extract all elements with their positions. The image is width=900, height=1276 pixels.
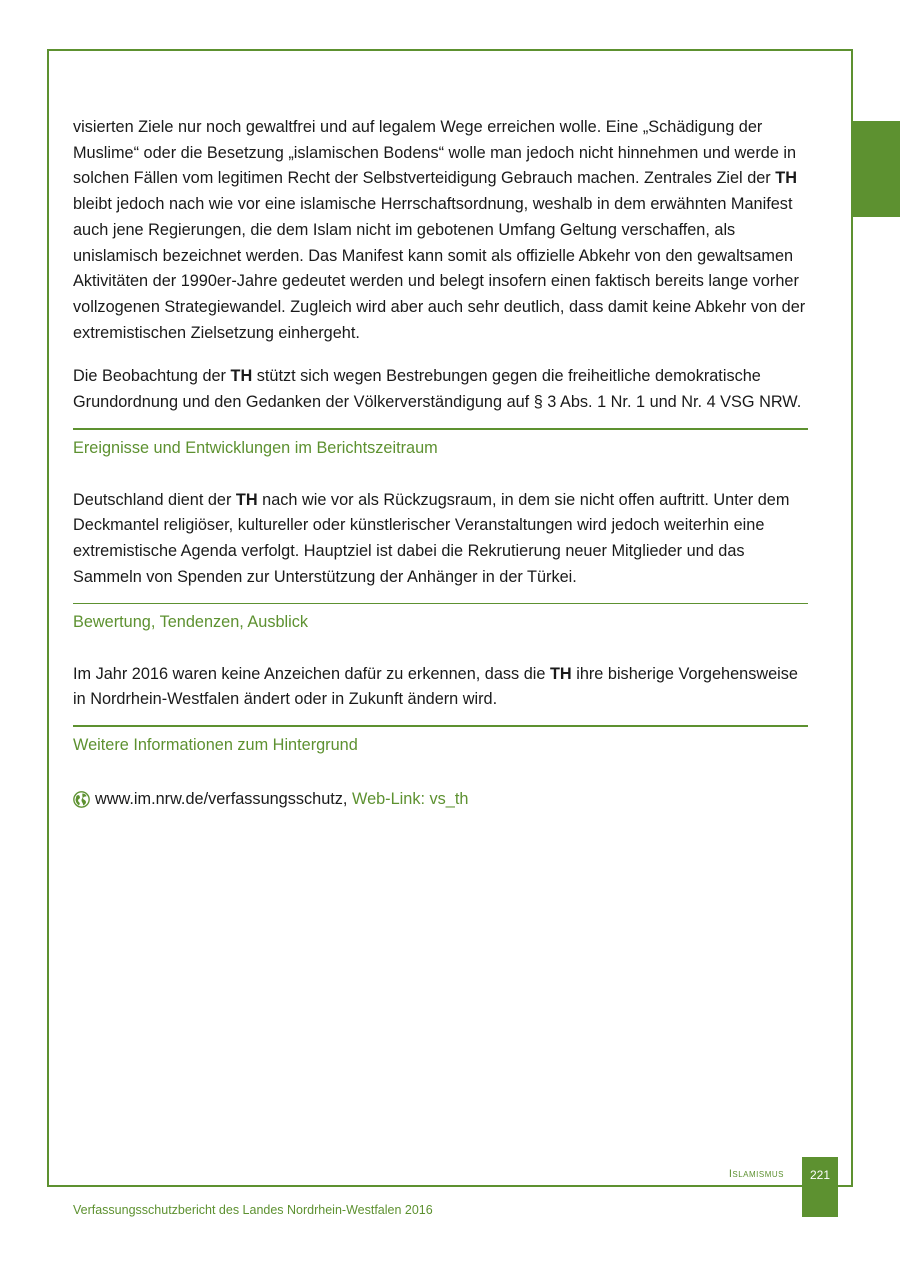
paragraph-2-bold: TH [230, 367, 253, 386]
section-assessment-text [73, 662, 808, 713]
paragraph-2-text-c: stützt sich wegen Bestrebungen gegen die freiheitliche demokratische Grundordnung und den Gedanken der Völkerverständigung auf § 3 Abs. 1 Nr. 1 und Nr. 4 VSG NRW. [73, 367, 802, 412]
paragraph-2 [73, 364, 808, 415]
section-heading-events: Ereignisse und Entwicklungen im Berichtszeitraum [73, 438, 438, 457]
section-events-text-a: Deutschland dient der [73, 490, 236, 509]
footer-publication-title: Verfassungsschutzbericht des Landes Nordrhein-Westfalen 2016 [73, 1203, 433, 1217]
section-heading-background: Weitere Informationen zum Hintergrund [73, 735, 358, 754]
section-events-text [73, 488, 808, 591]
globe-icon [73, 791, 90, 808]
chapter-tab-marker [853, 121, 900, 217]
section-events-bold: TH [235, 490, 258, 509]
paragraph-2-text-a: Die Beobachtung der [73, 367, 231, 386]
paragraph-1-text-a: visierten Ziele nur noch gewaltfrei und auf legalem Wege erreichen wolle. Eine „Schädigung der Muslime“ oder die Besetzung „islamischen Bodens“ wolle man jedoch nicht hinnehmen und werde in solchen Fällen vom legitimen Recht der Selbstverteidigung Gebrauch machen. Zentrales Ziel der [73, 118, 797, 188]
footer-section-label: Islamismus [728, 1168, 784, 1180]
section-assessment-text-c: ihre bisherige Vorgehensweise in Nordrhein-Westfalen ändert oder in Zukunft ändern wird. [73, 664, 798, 709]
paragraph-1 [73, 115, 808, 346]
section-divider [73, 725, 808, 727]
main-content [73, 115, 808, 813]
section-events-text-c: nach wie vor als Rückzugsraum, in dem sie nicht offen auftritt. Unter dem Deckmantel religiöser, kultureller oder künstlerischer Veranstaltungen wird jedoch weiterhin eine extremistische Agenda verfolgt. Hauptziel ist dabei die Rekrutierung neuer Mitglieder und das Sammeln von Spenden zur Unterstützung der Anhänger in der Türkei. [73, 490, 790, 586]
web-link-url[interactable]: www.im.nrw.de/verfassungsschutz, [95, 789, 348, 808]
paragraph-1-bold: TH [775, 169, 797, 188]
section-heading-assessment: Bewertung, Tendenzen, Ausblick [73, 612, 309, 631]
page-number: 221 [802, 1157, 838, 1217]
section-assessment-text-a: Im Jahr 2016 waren keine Anzeichen dafür zu erkennen, dass die [73, 664, 550, 683]
web-link-line [73, 787, 808, 813]
web-link-label[interactable]: Web-Link: vs_th [352, 789, 469, 808]
paragraph-1-text-c: bleibt jedoch nach wie vor eine islamische Herrschaftsordnung, weshalb in dem erwähnten Manifest auch jene Regierungen, die dem Islam nicht im gebotenen Umfang Geltung verschaffen, als unislamisch bezeichnet werden. Das Manifest kann somit als offizielle Abkehr von den gewaltsamen Aktivitäten der 1990er-Jahre gedeutet werden und belegt insofern einen faktisch bereits lange vorher vollzogenen Strategiewandel. Zugleich wird aber auch sehr deutlich, dass damit keine Abkehr von der extremistischen Zielsetzung einhergeht. [73, 195, 806, 342]
section-divider [73, 603, 808, 604]
section-divider [73, 428, 808, 430]
section-assessment-bold: TH [549, 664, 572, 683]
